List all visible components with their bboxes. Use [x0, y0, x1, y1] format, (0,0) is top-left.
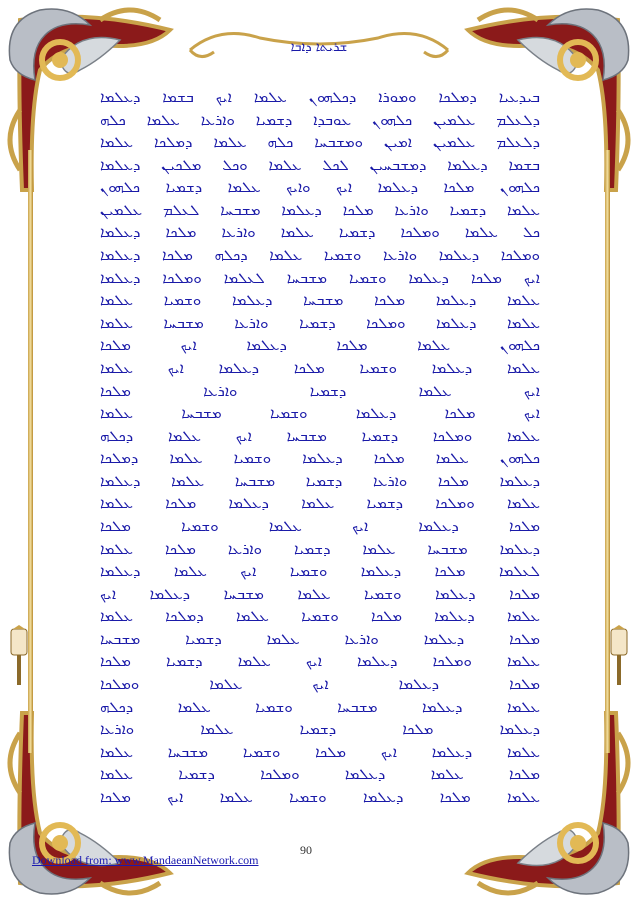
text-line: ܥܠܡܐ ܕܥܠܡܐ ܘܫܡܝܐ ܡܠܟܐ ܕܥܠܡܐ ܐܝܟ ܥܠܡܐ — [100, 358, 540, 377]
download-source-link[interactable]: Download from: www.MandaeanNetwork.com — [32, 853, 259, 867]
text-line: ܠܥܠܡܐ ܡܠܟܐ ܕܥܠܡܐ ܘܫܡܝܐ ܐܝܟ ܥܠܡܐ ܕܥܠܡܐ — [100, 562, 540, 581]
lamp-icon — [8, 625, 30, 689]
text-line: ܡܠܟܐ ܕܥܠܡܐ ܘܐܪܥܐ ܥܠܡܐ ܕܫܡܝܐ ܡܫܒܚܐ — [100, 629, 540, 648]
text-line: ܕܥܠܡܐ ܡܠܟܐ ܘܐܪܥܐ ܕܫܡܝܐ ܡܫܒܚܐ ܥܠܡܐ ܕܥܠܡܐ — [100, 471, 540, 490]
text-line: ܡܠܟܐ ܕܥܠܡܐ ܐܝܟ ܥܠܡܐ ܘܡܠܟܐ — [100, 675, 540, 694]
text-line: ܥܠܡܐ ܕܫܡܝܐ ܘܐܪܥܐ ܡܠܟܐ ܕܥܠܡܐ ܡܫܒܚܐ ܠܥܠܡ ܥܠܡܝܢ — [100, 200, 540, 219]
text-line: ܡܠܟܐ ܕܥܠܡܐ ܐܝܟ ܥܠܡܐ ܘܫܡܝܐ ܡܠܟܐ — [100, 516, 540, 535]
text-line: ܥܠܡܐ ܕܥܠܡܐ ܡܫܒܚܐ ܘܫܡܝܐ ܥܠܡܐ ܕܟܠܗ — [100, 697, 540, 716]
text-line: ܕܠܥܠܡ ܥܠܡܝܢ ܟܠܗܘܢ ܥܘܒܕܐ ܕܫܡܝܐ ܘܐܪܥܐ ܥܠܡܐ ܟܠܗ — [100, 110, 540, 129]
manuscript-text-block — [100, 86, 540, 808]
text-line: ܟܠ ܥܠܡܐ ܘܡܠܟܐ ܕܫܡܝܐ ܥܠܡܐ ܘܐܪܥܐ ܡܠܟܐ ܕܥܠܡܐ — [100, 223, 540, 242]
text-line: ܐܝܟ ܥܠܡܐ ܕܫܡܝܐ ܘܐܪܥܐ ܡܠܟܐ — [100, 381, 540, 400]
text-line: ܥܠܡܐ ܕܥܠܡܐ ܡܠܟܐ ܘܫܡܝܐ ܥܠܡܐ ܕܡܠܟܐ ܥܠܡܐ — [100, 607, 540, 626]
text-line: ܥܠܡܐ ܘܡܠܟܐ ܕܫܡܝܐ ܡܫܒܚܐ ܐܝܟ ܥܠܡܐ ܕܟܠܗ — [100, 426, 540, 445]
text-line: ܐܝܟ ܡܠܟܐ ܕܥܠܡܐ ܘܫܡܝܐ ܡܫܒܚܐ ܠܥܠܡܐ ܘܡܠܟܐ ܕܥܠܡܐ — [100, 268, 540, 287]
text-line: ܒܝܕܥܝܐ ܕܡܠܟܐ ܘܡܘܪܐ ܕܟܠܗܘܢ ܥܠܡܐ ܐܝܟ ܒܫܡܐ ܕܥܠܡܐ — [100, 88, 540, 106]
text-line: ܥܠܡܐ ܘܡܠܟܐ ܕܥܠܡܐ ܐܝܟ ܥܠܡܐ ܕܫܡܝܐ ܡܠܟܐ — [100, 652, 540, 671]
page-number: 90 — [300, 843, 312, 857]
text-line: ܐܝܟ ܡܠܟܐ ܕܥܠܡܐ ܘܫܡܝܐ ܡܫܒܚܐ ܥܠܡܐ — [100, 404, 540, 423]
text-line: ܕܥܠܡܐ ܡܫܒܚܐ ܥܠܡܐ ܕܫܡܝܐ ܘܐܪܥܐ ܡܠܟܐ ܥܠܡܐ — [100, 539, 540, 558]
lamp-icon — [608, 625, 630, 689]
text-line: ܡܠܟܐ ܥܠܡܐ ܕܥܠܡܐ ܘܡܠܟܐ ܕܫܡܝܐ ܥܠܡܐ — [100, 765, 540, 784]
page-header-title: ܫܪܝܬܐ ܕܐܒܐ — [290, 40, 348, 55]
text-line: ܟܠܗܘܢ ܥܠܡܐ ܡܠܟܐ ܕܥܠܡܐ ܘܫܡܝܐ ܥܠܡܐ ܕܡܠܟܐ — [100, 449, 540, 468]
text-line: ܕܥܠܡܐ ܡܠܟܐ ܕܫܡܝܐ ܥܠܡܐ ܘܐܪܥܐ — [100, 720, 540, 739]
text-line: ܥܠܡܐ ܕܥܠܡܐ ܐܝܟ ܡܠܟܐ ܘܫܡܝܐ ܡܫܒܚܐ ܥܠܡܐ — [100, 742, 540, 761]
text-line: ܥܠܡܐ ܕܥܠܡܐ ܘܡܠܟܐ ܕܫܡܝܐ ܘܐܪܥܐ ܡܫܒܚܐ ܥܠܡܐ — [100, 313, 540, 332]
text-line: ܥܠܡܐ ܡܠܟܐ ܕܥܠܡܐ ܘܫܡܝܐ ܥܠܡܐ ܐܝܟ ܡܠܟܐ — [100, 787, 540, 806]
text-line: ܥܠܡܐ ܘܡܠܟܐ ܕܫܡܝܐ ܥܠܡܐ ܕܥܠܡܐ ܡܠܟܐ ܥܠܡܐ — [100, 494, 540, 513]
text-line: ܕܠܥܠܡ ܥܠܡܝܢ ܐܡܝܢ ܘܡܫܒܚܐ ܟܠܗ ܥܠܡܐ ܕܡܠܟܐ ܥܠܡܐ — [100, 133, 540, 152]
text-line: ܥܠܡܐ ܕܥܠܡܐ ܡܠܟܐ ܡܫܒܚܐ ܕܥܠܡܐ ܘܫܡܝܐ ܥܠܡܐ — [100, 291, 540, 310]
text-line: ܘܡܠܟܐ ܕܥܠܡܐ ܘܐܪܥܐ ܘܫܡܝܐ ܥܠܡܐ ܕܟܠܗ ܡܠܟܐ ܕܥܠܡܐ — [100, 246, 540, 265]
text-line: ܒܫܡܐ ܕܥܠܡܐ ܕܡܫܒܚܝܢ ܠܟܠ ܥܠܡܐ ܘܟܠ ܡܠܟܝܢ ܕܥܠܡܐ — [100, 155, 540, 174]
text-line: ܟܠܗܘܢ ܥܠܡܐ ܡܠܟܐ ܕܥܠܡܐ ܐܝܟ ܡܠܟܐ — [100, 336, 540, 355]
text-line: ܟܠܗܘܢ ܡܠܟܐ ܕܥܠܡܐ ܐܝܟ ܘܐܝܟ ܥܠܡܐ ܕܫܡܝܐ ܟܠܗܘܢ — [100, 178, 540, 197]
text-line: ܡܠܟܐ ܕܥܠܡܐ ܘܫܡܝܐ ܥܠܡܐ ܡܫܒܚܐ ܕܥܠܡܐ ܐܝܟ — [100, 584, 540, 603]
